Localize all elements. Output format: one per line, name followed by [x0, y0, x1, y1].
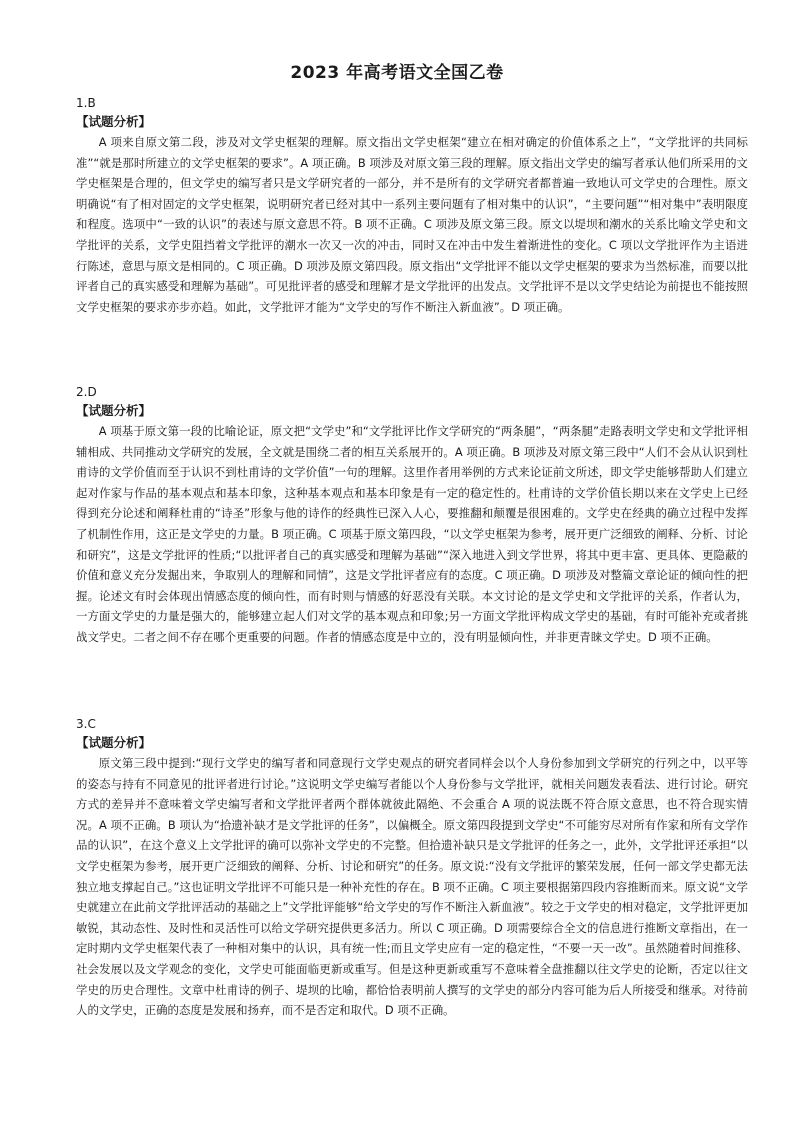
question-2-heading: 【试题分析】: [76, 403, 152, 418]
question-2: [76, 383, 748, 648]
question-3-analysis: 原文第三段中提到:“现行文学史的编写者和同意现行文学史观点的研究者同样会以个人身份参加到文学研究的行列之中，以平等的姿态与持有不同意见的批评者进行讨论。”这说明文学史编写者能以个人身份参与文学批评，就相关问题发表看法、进行讨论。研究方式的差异并不意味着文学史编写者和文学批评者两个群体就彼此隔绝、不会重合 A 项的说法既不符合原文意思，也不符合现实情况。A 项不正确。B 项认为“拾遗补缺才是文学批评的任务”，以偏概全。原文第四段提到文学史“不可能穷尽对所有作家和所有文学作品的认识”，在这个意义上文学批评的确可以弥补文学史的不完整。但拾遗补缺只是文学批评的任务之一，此外，文学批评还承担“以文学史框架为参考，展开更广泛细致的阐释、分析、讨论和研究”的任务。原文说:“没有文学批评的繁荣发展，任何一部文学史都无法独立地支撑起自己。”这也证明文学批评不可能只是一种补充性的存在。B 项不正确。C 项主要根据第四段内容推断而来。原文说“文学史就建立在此前文学批评活动的基础之上”文学批评能够“给文学史的写作不断注入新血液”。较之于文学史的相对稳定，文学批评更加敏锐，其动态性、及时性和灵活性可以给文学研究提供更多活力。所以 C 项正确。D 项需要综合全文的信息进行推断文章指出，在一定时期内文学史框架代表了一种相对集中的认识，具有统一性;而且文学史应有一定的稳定性，“不要一天一改”。虽然随着时间推移、社会发展以及文学观念的变化，文学史可能面临更新或重写。但是这种更新或重写不意味着全盘推翻以往文学史的论断，否定以往文学史的历史合理性。文章中杜甫诗的例子、堤坝的比喻，都恰恰表明前人撰写的文学史的部分内容可能为后人所接受和继承。对待前人的文学史，正确的态度是发展和扬弃，而不是否定和取代。D 项不正确。: [76, 756, 748, 1018]
question-2-answer: 2.D: [76, 385, 97, 399]
question-2-analysis: A 项基于原文第一段的比喻论证，原文把“文学史”和“文学批评比作文学研究的“两条腿”，“两条腿”走路表明文学史和文学批评相辅相成、共同推动文学研究的发展，全文就是围绕二者的相互关系展开的。A 项正确。B 项涉及对原文第三段中“人们不会从认识到杜甫诗的文学价值而至于认识不到杜甫诗的文学价值”一句的理解。这里作者用举例的方式来论证前文所述，即文学史能够帮助人们建立起对作家与作品的基本观点和基本印象，这种基本观点和基本印象是有一定的稳定性的。杜甫诗的文学价值长期以来在文学史上已经得到充分论述和阐释杜甫的“诗圣”形象与他的诗作的经典性已深入人心，要推翻和颠覆是很困难的。文学史在经典的确立过程中发挥了机制性作用，这正是文学史的力量。B 项正确。C 项基于原文第四段，“以文学史框架为参考，展开更广泛细致的阐释、分析、讨论和研究”，这是文学批评的性质;“以批评者自己的真实感受和理解为基础”“深入地进入到文学世界，将其中更丰富、更具体、更隐蔽的价值和意义充分发掘出来，争取别人的理解和同情”，这是文学批评者应有的态度。C 项正确。D 项涉及对整篇文章论证的倾向性的把握。论述文有时会体现出情感态度的倾向性，而有时则与情感的好恶没有关联。本文讨论的是文学史和文学批评的关系，作者认为，一方面文学史的力量是强大的，能够建立起人们对文学的基本观点和印象;另一方面文学批评构成文学史的基础，有时可能补充或者挑战文学史。二者之间不存在哪个更重要的问题。作者的情感态度是中立的，没有明显倾向性，并非更青睐文学史。D 项不正确。: [76, 424, 748, 644]
question-1: [76, 94, 748, 317]
document-title: 2023 年高考语文全国乙卷: [290, 63, 504, 83]
question-3-answer: 3.C: [76, 717, 96, 731]
question-1-heading: 【试题分析】: [76, 114, 152, 129]
question-1-answer: 1.B: [76, 96, 96, 110]
question-1-analysis: A 项来自原文第二段，涉及对文学史框架的理解。原文指出文学史框架“建立在相对确定的价值体系之上”，“文学批评的共同标准”“就是那时所建立的文学史框架的要求”。A 项正确。B 项涉及对原文第三段的理解。原文指出文学史的编写者承认他们所采用的文学史框架是合理的，但文学史的编写者只是文学研究者的一部分，并不是所有的文学研究者都普遍一致地认可文学史的合理性。原文明确说“有了相对固定的文学史框架，说明研究者已经对其中一系列主要问题有了相对集中的认识”，“主要问题”“相对集中”表明限度和程度。选项中“一致的认识”的表述与原文意思不符。B 项不正确。C 项涉及原文第三段。原文以堤坝和潮水的关系比喻文学史和文学批评的关系，文学史阻挡着文学批评的潮水一次又一次的冲击，同时又在冲击中发生着渐进性的变化。C 项以文学批评作为主语进行陈述，意思与原文是相同的。C 项正确。D 项涉及原文第四段。原文指出“文学批评不能以文学史框架的要求为当然标准，而要以批评者自己的真实感受和理解为基础”。可见批评者的感受和理解才是文学批评的出发点。文学批评不是以文学史结论为前提也不能按照文学史框架的要求亦步亦趋。如此，文学批评才能为“文学史的写作不断注入新血液”。D 项正确。: [76, 135, 748, 314]
question-3-heading: 【试题分析】: [76, 735, 152, 750]
question-3: [76, 715, 748, 1021]
